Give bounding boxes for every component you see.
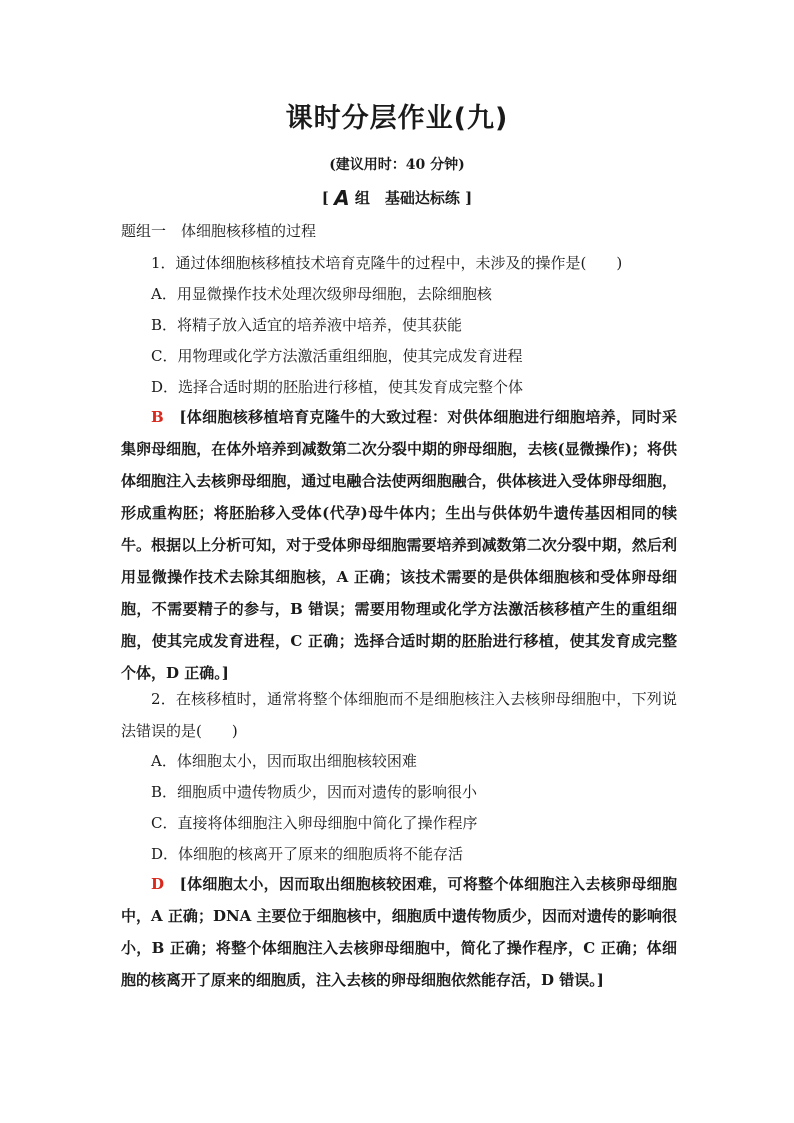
question-1-stem: 1．通过体细胞核移植技术培育克隆牛的过程中，未涉及的操作是( ) <box>151 254 623 272</box>
group-letter: A <box>334 186 350 210</box>
question-1-option-d: D．选择合适时期的胚胎进行移植，使其发育成完整个体 <box>151 378 524 396</box>
page-title: 课时分层作业(九) <box>285 103 509 134</box>
question-1-answer-letter: B <box>151 408 164 426</box>
question-2-explanation: [体细胞太小，因而取出细胞核较困难，可将整个体细胞注入去核卵母细胞中，A 正确；DNA 主要位于细胞核中，细胞质中遗传物质少，因而对遗传的影响很小，B 正确；将整个体细胞注入去核卵母细胞中，简化了操作程序，C 正确；体细胞的核离开了原来的细胞质，注入去核的卵母细胞依然能存活，D 错误。] <box>121 875 677 989</box>
question-2-answer <box>121 868 677 996</box>
question-1-answer <box>121 401 677 689</box>
group-bracket-left: [ <box>321 189 329 207</box>
question-1-explanation: [体细胞核移植培育克隆牛的大致过程：对供体细胞进行细胞培养，同时采集卵母细胞，在体外培养到减数第二次分裂中期的卵母细胞，去核(显微操作)；将供体细胞注入去核卵母细胞，通过电融合法使两细胞融合，供体核进入受体卵母细胞，形成重构胚；将胚胎移入受体(代孕)母牛体内；生出与供体奶牛遗传基因相同的犊牛。根据以上分析可知，对于受体卵母细胞需要培养到减数第二次分裂中期，然后利用显微操作技术去除其细胞核，A 正确；该技术需要的是供体细胞核和受体卵母细胞，不需要精子的参与，B 错误；需要用物理或化学方法激活核移植产生的重组细胞，使其完成发育进程，C 正确；选择合适时期的胚胎进行移植，使其发育成完整个体，D 正确。] <box>121 408 677 682</box>
question-2-option-c: C．直接将体细胞注入卵母细胞中简化了操作程序 <box>151 814 478 832</box>
question-2-answer-letter: D <box>151 875 165 893</box>
question-2-option-a: A．体细胞太小，因而取出细胞核较困难 <box>151 752 417 770</box>
question-2-option-b: B．细胞质中遗传物质少，因而对遗传的影响很小 <box>151 783 478 801</box>
time-note: (建议用时：40 分钟) <box>329 157 465 173</box>
section-heading: 题组一 体细胞核移植的过程 <box>121 222 317 240</box>
question-1-option-b: B．将精子放入适宜的培养液中培养，使其获能 <box>151 316 463 334</box>
question-1-option-a: A．用显微操作技术处理次级卵母细胞，去除细胞核 <box>151 285 492 303</box>
question-2-stem: 2．在核移植时，通常将整个体细胞而不是细胞核注入去核卵母细胞中，下列说法错误的是( ) <box>121 690 677 740</box>
group-heading <box>0 186 794 210</box>
group-label: 组 基础达标练 <box>354 189 460 207</box>
question-1-option-c: C．用物理或化学方法激活重组细胞，使其完成发育进程 <box>151 347 523 365</box>
group-bracket-right: ] <box>465 189 473 207</box>
question-2-option-d: D．体细胞的核离开了原来的细胞质将不能存活 <box>151 845 464 863</box>
